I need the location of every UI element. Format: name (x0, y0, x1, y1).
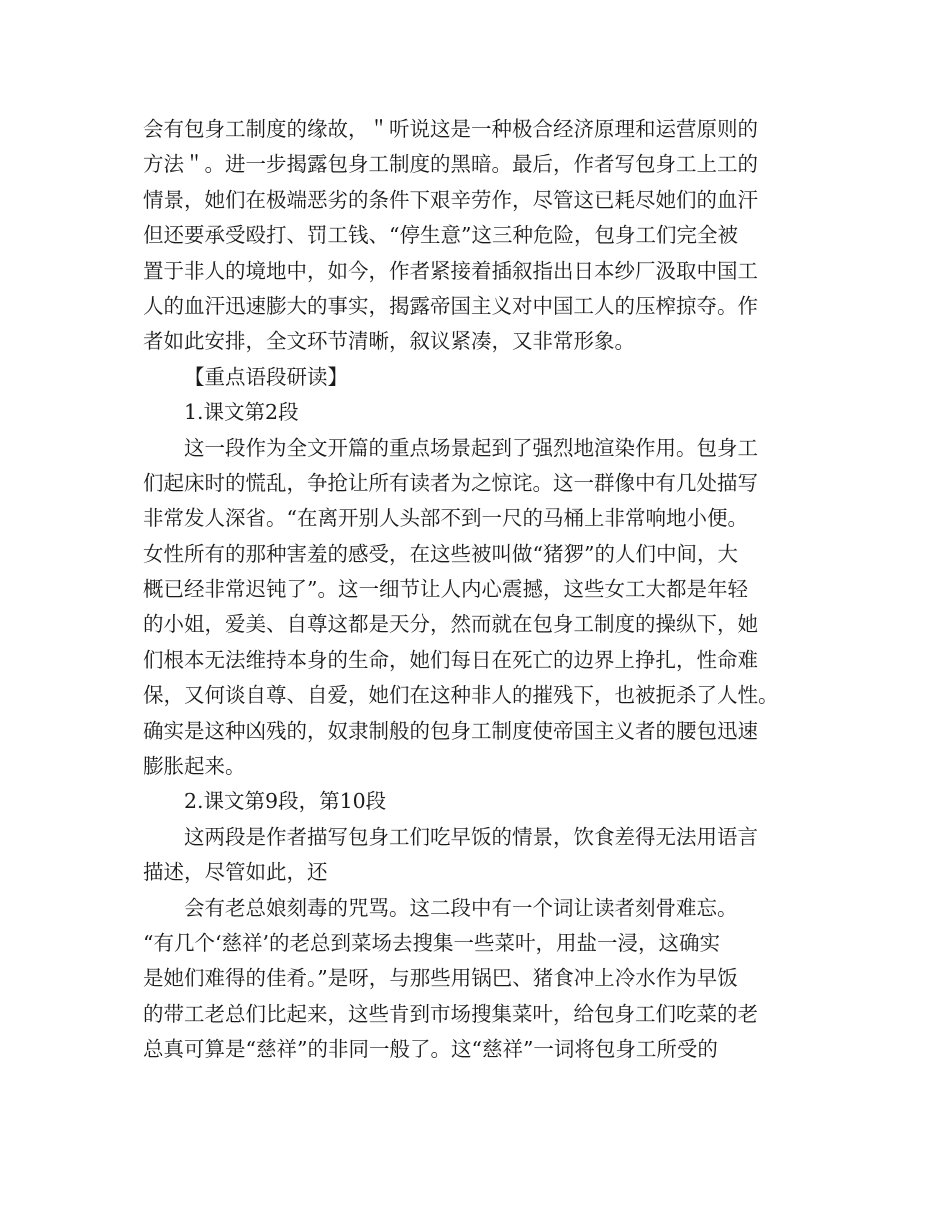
text-line: 概已经非常迟钝了”。这一细节让人内心震撼，这些女工大都是年轻 (143, 577, 748, 602)
text-line: 的带工老总们比起来，这些肯到市场搜集菜叶，给包身工们吃菜的老 (143, 1001, 758, 1026)
text-line: “有几个‘慈祥’的老总到菜场去搜集一些菜叶，用盐一浸，这确实 (143, 930, 721, 955)
text-line: 们起床时的慌乱，争抢让所有读者为之惊诧。这一群像中有几处描写 (143, 470, 758, 495)
text-line: 情景，她们在极端恶劣的条件下艰辛劳作，尽管这已耗尽她们的血汗 (143, 187, 758, 212)
document-page (143, 112, 813, 1068)
text-line: 者如此安排，全文环节清晰，叙议紧凑，又非常形象。 (143, 329, 635, 354)
text-line: 方法＂。进一步揭露包身工制度的黑暗。最后，作者写包身工上工的 (143, 152, 758, 177)
text-line: 确实是这种凶残的，奴隶制般的包身工制度使帝国主义者的腰包迅速 (143, 718, 758, 743)
text-line: 保，又何谈自尊、自爱，她们在这种非人的摧残下，也被扼杀了人性。 (143, 683, 779, 708)
text-line: 这一段作为全文开篇的重点场景起到了强烈地渲染作用。包身工 (184, 435, 758, 460)
text-line: 总真可算是“慈祥”的非同一般了。这“慈祥”一词将包身工所受的 (143, 1037, 718, 1062)
text-line: 女性所有的那种害羞的感受，在这些被叫做“猪猡”的人们中间，大 (143, 541, 738, 566)
subsection-heading: 2.课文第9段，第10段 (184, 789, 387, 814)
subsection-heading: 1.课文第2段 (184, 400, 299, 425)
text-line: 置于非人的境地中，如今，作者紧接着插叙指出日本纱厂汲取中国工 (143, 258, 758, 283)
section-heading: 【重点语段研读】 (184, 364, 348, 389)
text-line: 人的血汗迅速膨大的事实，揭露帝国主义对中国工人的压榨掠夺。作 (143, 293, 758, 318)
text-line: 会有老总娘刻毒的咒骂。这二段中有一个词让读者刻骨难忘。 (184, 895, 738, 920)
text-line: 们根本无法维持本身的生命，她们每日在死亡的边界上挣扎，性命难 (143, 647, 758, 672)
text-line: 膨胀起来。 (143, 754, 246, 779)
text-line: 会有包身工制度的缘故，＂听说这是一种极合经济原理和运营原则的 (143, 117, 758, 141)
text-line: 非常发人深省。“在离开别人头部不到一尺的马桶上非常响地小便。 (143, 506, 748, 531)
text-line: 是她们难得的佳肴。”是呀，与那些用锅巴、猪食冲上冷水作为早饭 (143, 966, 738, 991)
text-line: 这两段是作者描写包身工们吃早饭的情景，饮食差得无法用语言 (184, 824, 758, 849)
text-line: 描述，尽管如此，还 (143, 860, 328, 885)
text-line: 但还要承受殴打、罚工钱、“停生意”这三种危险，包身工们完全被 (143, 223, 738, 248)
text-line: 的小姐，爱美、自尊这都是天分，然而就在包身工制度的操纵下，她 (143, 612, 758, 637)
